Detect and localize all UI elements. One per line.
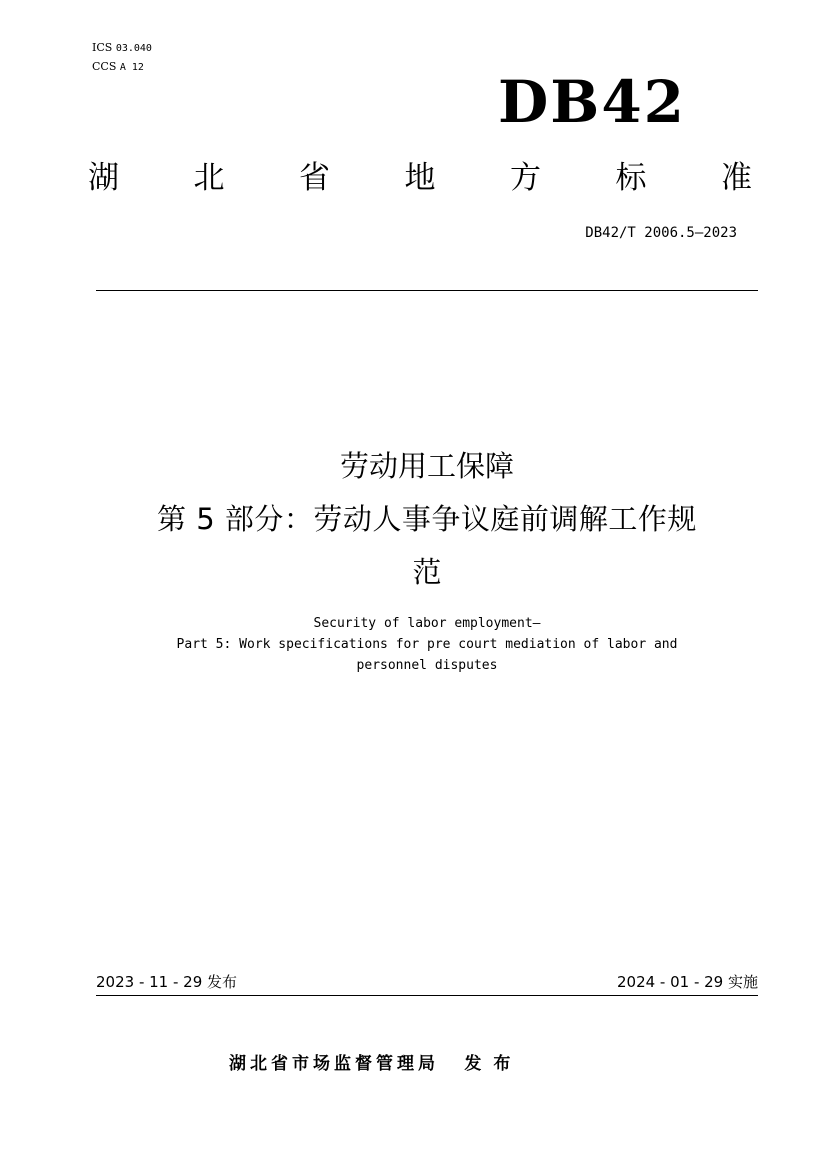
standard-type-char: 方 [510,160,541,196]
issuer-verb: 发布 [464,1054,523,1074]
ccs-code [92,58,152,77]
ccs-label: CCS [92,60,117,73]
standard-type-heading [88,160,752,196]
header-divider [96,290,758,291]
standard-type-char: 标 [615,160,647,196]
db-code-logo: DB42 [498,68,687,136]
standard-number: DB42/T 2006.5—2023 [585,225,737,241]
ics-code [92,39,152,58]
standard-type-char: 省 [299,160,330,196]
issuer-name: 湖北省市场监督管理局 [229,1054,439,1074]
issuer-line [229,1053,522,1075]
english-title-line-3: personnel disputes [356,658,498,673]
title-line-3: 范 [412,555,442,589]
english-title-line-1: Security of labor employment— [313,616,541,631]
english-title [80,613,774,676]
title-line-2: 第 5 部分：劳动人事争议庭前调解工作规 [157,502,697,536]
implementation-date: 2024 - 01 - 29 实施 [616,973,758,991]
standard-type-char: 准 [721,160,752,196]
standard-type-char: 地 [404,160,436,196]
date-row [96,972,758,994]
ics-value: 03.040 [115,43,152,54]
classification-codes [92,39,152,77]
footer-divider [96,995,758,996]
issue-date: 2023 - 11 - 29 发布 [96,973,238,991]
ics-label: ICS [92,41,113,54]
chinese-title [96,440,758,599]
standard-type-char: 北 [193,160,225,196]
english-title-line-2: Part 5: Work specifications for pre court mediation of labor and [176,637,678,652]
ccs-value: A 12 [119,62,144,73]
title-line-1: 劳动用工保障 [339,449,514,483]
standard-type-char: 湖 [88,160,119,196]
